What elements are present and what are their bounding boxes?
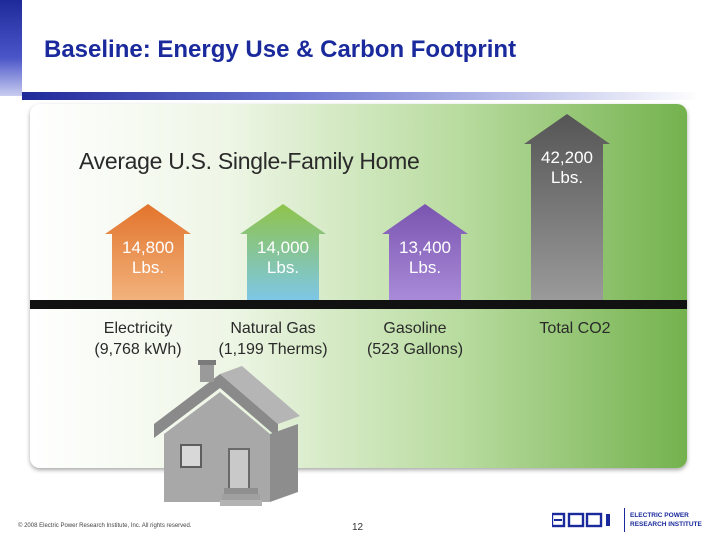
value-label-number: 42,200: [541, 148, 593, 167]
value-label: [238, 238, 328, 278]
arrow-bar-total-co2: [524, 114, 610, 300]
value-label: [380, 238, 470, 278]
value-label-unit: Lbs.: [550, 168, 584, 187]
chart-title: Average U.S. Single-Family Home: [79, 148, 420, 174]
page-number: 12: [352, 522, 364, 533]
category-name: Natural Gas: [230, 320, 316, 337]
category-sublabel: (523 Gallons): [366, 341, 464, 358]
value-label-number: 14,800: [122, 238, 174, 257]
value-label-unit: Lbs.: [131, 258, 165, 277]
chart-panel: [30, 104, 687, 468]
epri-logo-mark: [552, 510, 620, 530]
title-underline: [22, 92, 700, 100]
category-label: [500, 318, 650, 339]
logo-divider: [624, 508, 625, 532]
category-sublabel: (9,768 kWh): [94, 341, 182, 358]
copyright-text: © 2008 Electric Power Research Institute, Inc. All rights reserved.: [18, 523, 192, 529]
chart-baseline: [30, 300, 687, 309]
value-label: [522, 148, 612, 188]
epri-logo: [552, 506, 702, 532]
category-name: Electricity: [103, 320, 173, 337]
value-label-unit: Lbs.: [266, 258, 300, 277]
category-label: [340, 318, 490, 360]
value-label: [103, 238, 193, 278]
logo-text: [630, 511, 702, 529]
category-name: Total CO2: [539, 320, 611, 337]
value-label-number: 13,400: [399, 238, 451, 257]
category-sublabel: (1,199 Therms): [218, 341, 328, 358]
slide-accent-bar: [0, 0, 22, 96]
value-label-unit: Lbs.: [408, 258, 442, 277]
house-illustration: [150, 352, 310, 522]
value-label-number: 14,000: [257, 238, 309, 257]
logo-text-line2: RESEARCH INSTITUTE: [630, 521, 702, 528]
slide-title: Baseline: Energy Use & Carbon Footprint: [44, 36, 517, 63]
category-name: Gasoline: [383, 320, 447, 337]
logo-text-line1: ELECTRIC POWER: [630, 512, 689, 519]
